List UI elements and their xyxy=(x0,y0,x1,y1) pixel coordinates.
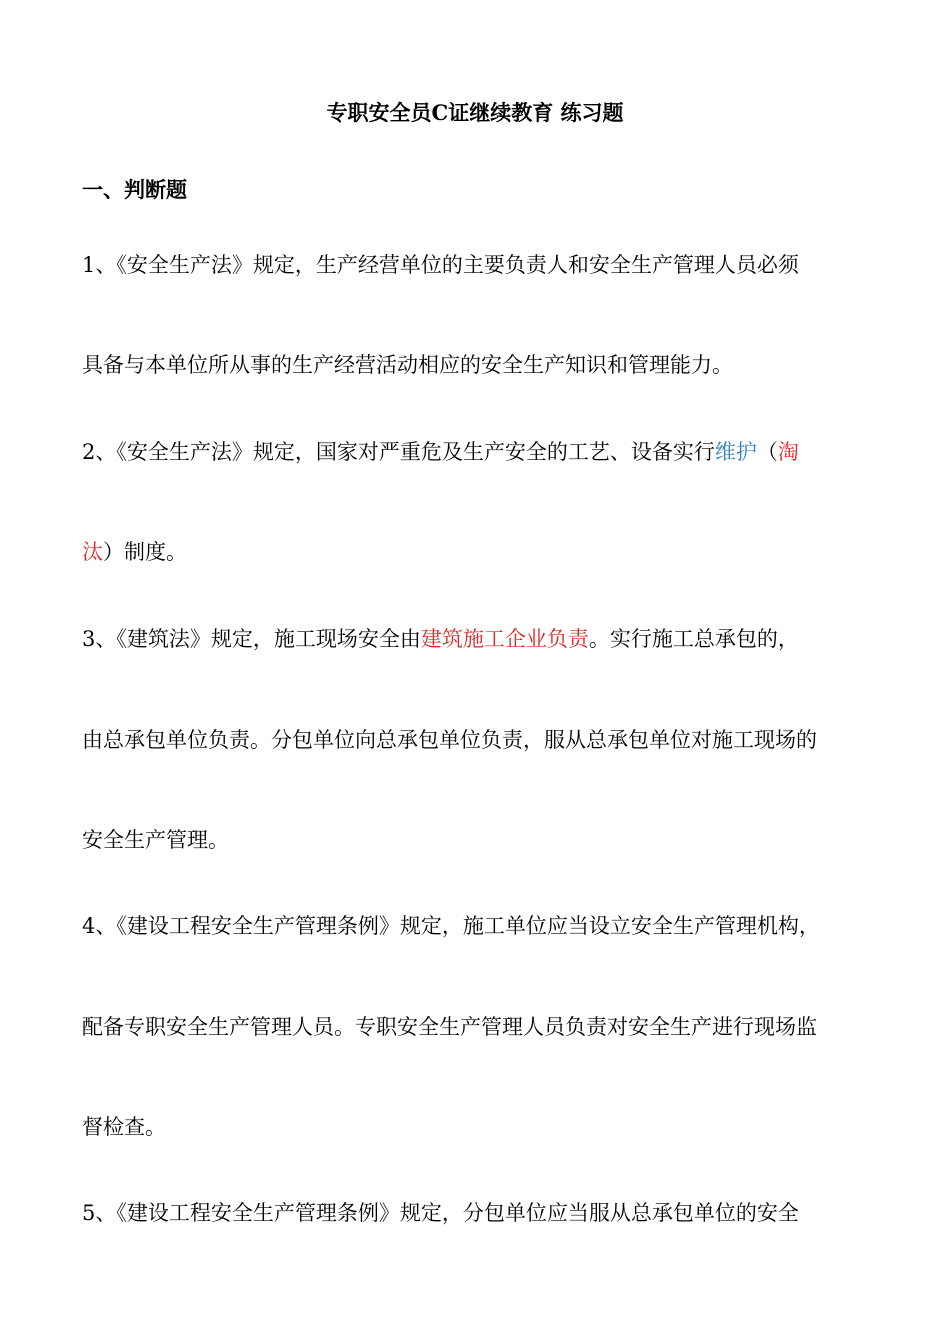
question-1-line-2: 具备与本单位所从事的生产经营活动相应的安全生产知识和管理能力。 xyxy=(82,353,733,377)
question-5-line-1: 5、《建设工程安全生产管理条例》规定，分包单位应当服从总承包单位的安全 xyxy=(82,1201,799,1225)
question-3-tail: 。实行施工总承包的， xyxy=(588,627,799,651)
question-3-line-3: 安全生产管理。 xyxy=(82,828,229,852)
question-4-line-2: 配备专职安全生产管理人员。专职安全生产管理人员负责对安全生产进行现场监 xyxy=(82,1015,817,1039)
question-4-line-3: 督检查。 xyxy=(82,1115,166,1139)
question-3-line-2: 由总承包单位负责。分包单位向总承包单位负责，服从总承包单位对施工现场的 xyxy=(82,728,817,752)
question-1-line-1: 1、《安全生产法》规定，生产经营单位的主要负责人和安全生产管理人员必须 xyxy=(82,253,799,277)
correct-answer-part-2: 汰 xyxy=(82,540,103,564)
question-3-text: 3、《建筑法》规定，施工现场安全由 xyxy=(82,627,421,651)
question-2-text: 2、《安全生产法》规定，国家对严重危及生产安全的工艺、设备实行 xyxy=(82,440,715,464)
correct-answer-part-1: 淘 xyxy=(777,440,799,464)
marked-answer: 维护 xyxy=(714,440,757,464)
section-heading: 一、判断题 xyxy=(82,177,187,202)
highlighted-answer: 建筑施工企业负责 xyxy=(420,627,589,651)
question-2-line-2 xyxy=(82,537,872,567)
question-2-line-1 xyxy=(82,437,872,467)
paren-open: （ xyxy=(756,440,778,464)
question-3-line-1 xyxy=(82,624,872,654)
question-4-line-1: 4、《建设工程安全生产管理条例》规定，施工单位应当设立安全生产管理机构， xyxy=(82,914,820,938)
question-2-tail: ）制度。 xyxy=(103,540,187,564)
document-title: 专职安全员C证继续教育 练习题 xyxy=(326,100,624,125)
